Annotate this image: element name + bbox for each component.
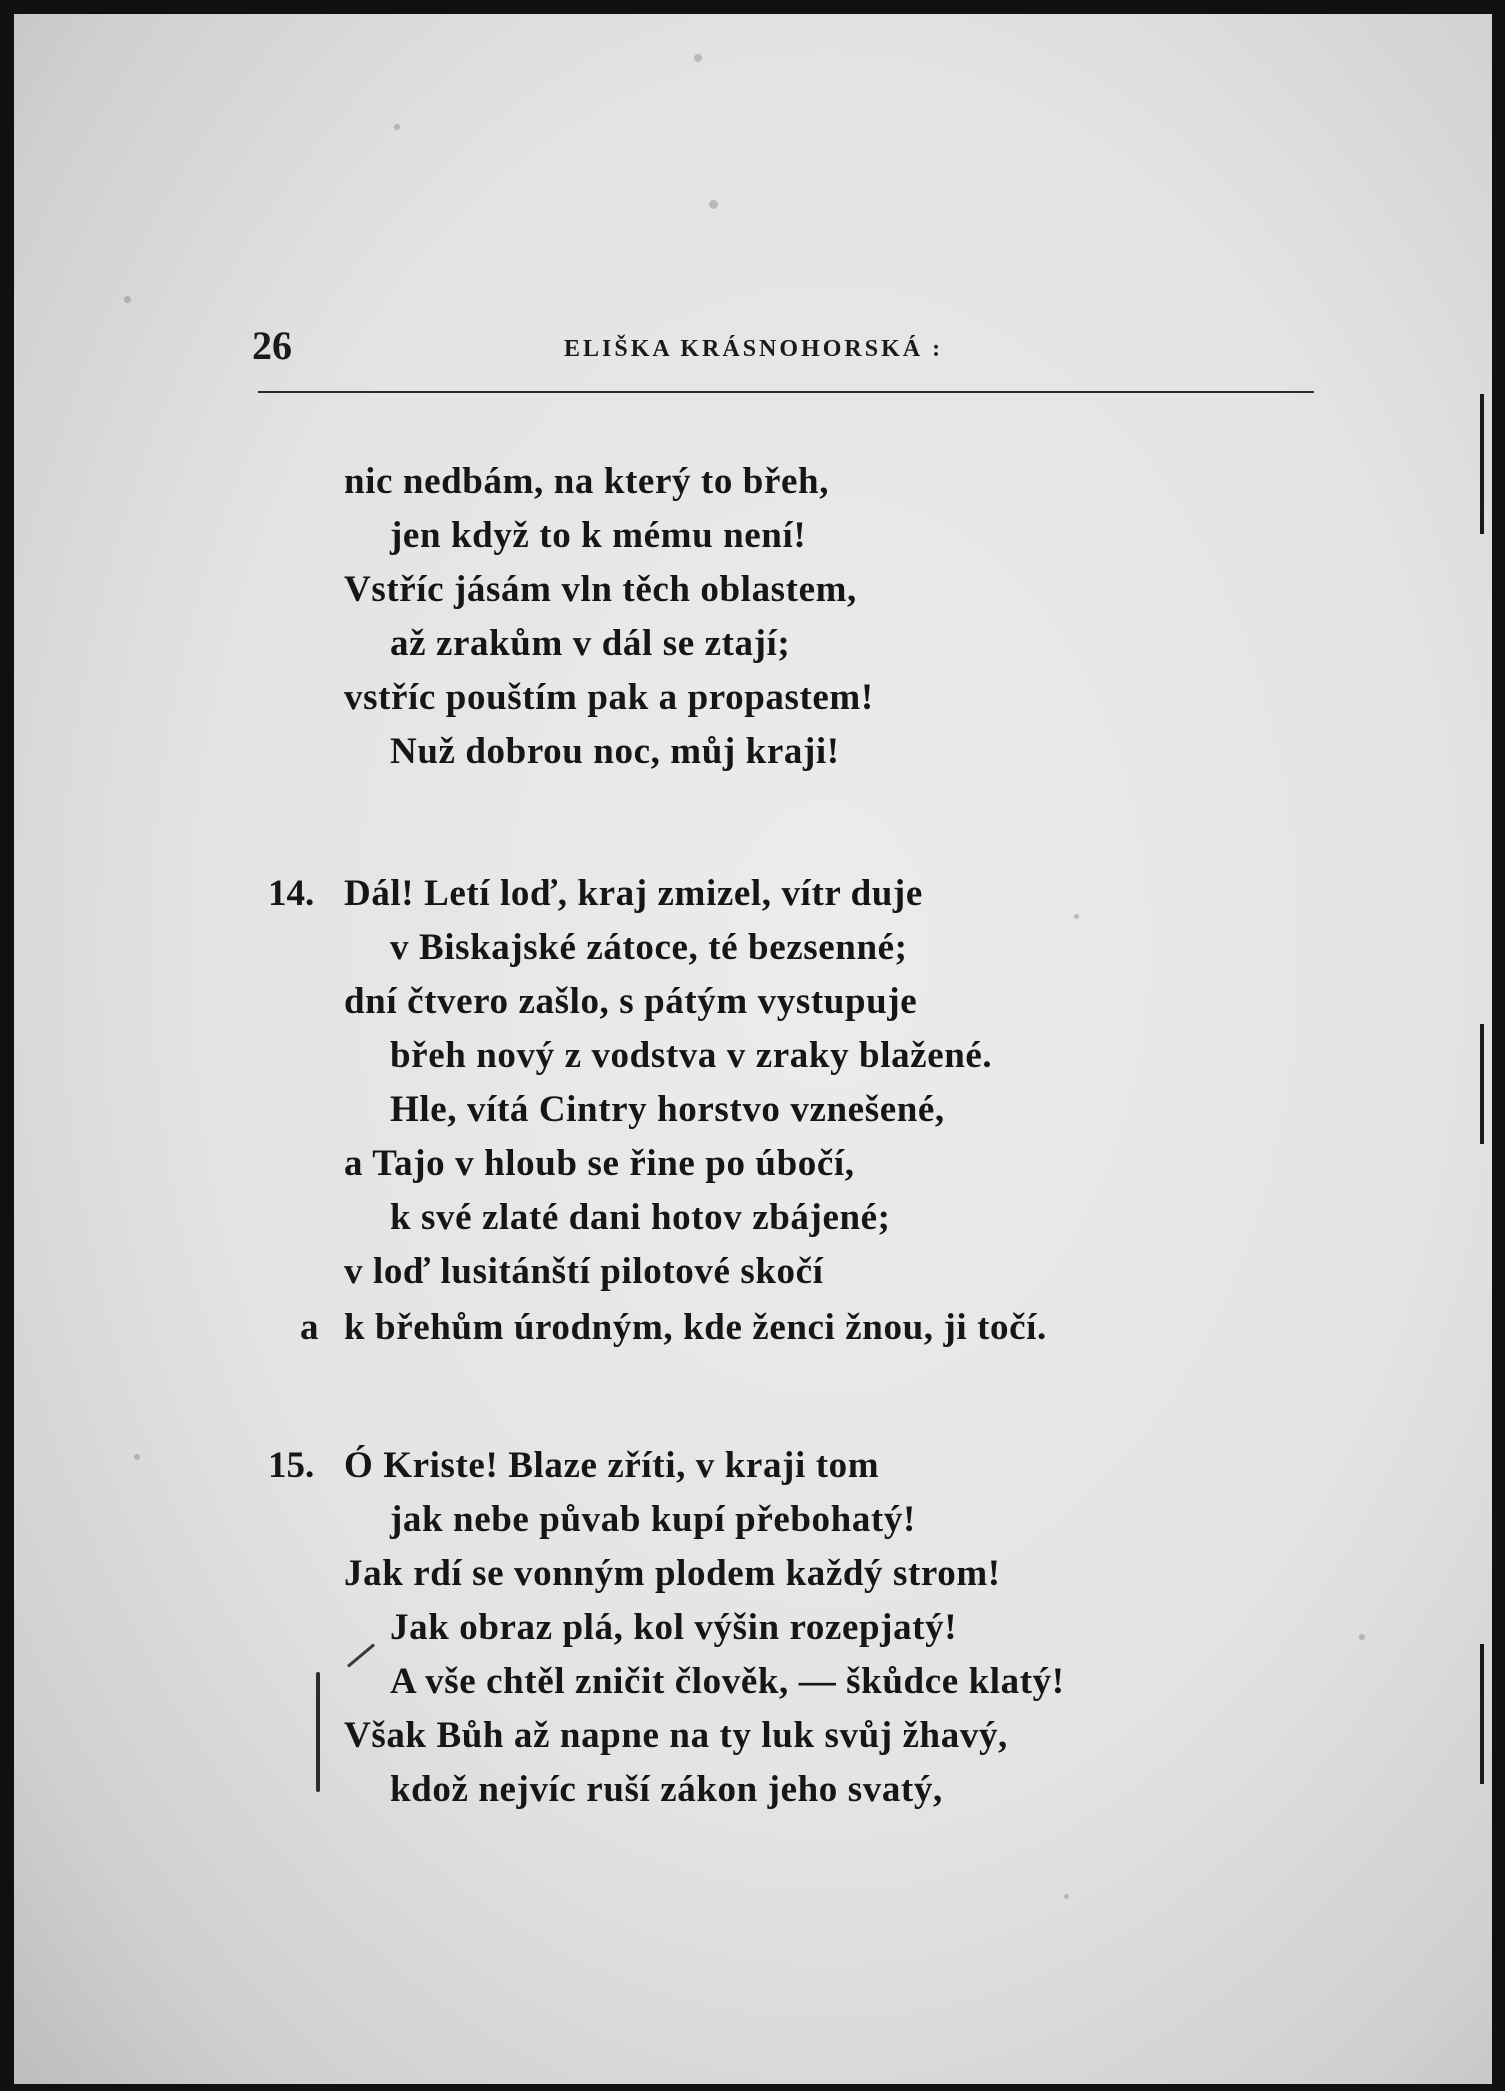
poem-line-prefix: a [300,1307,319,1348]
poem-line: Nuž dobrou noc, můj kraji! [390,731,840,772]
margin-pencil-mark [316,1672,320,1792]
poem-line: A vše chtěl zničit člověk, — škůdce klatý! [390,1661,1065,1702]
poem-line: v Biskajské zátoce, té bezsenné; [390,927,908,968]
poem-line: až zrakům v dál se ztají; [390,623,791,664]
book-page [14,14,1492,2084]
poem-line: Hle, vítá Cintry horstvo vznešené, [390,1089,945,1130]
stanza-number: 15. [268,1445,315,1486]
poem-line: vstříc pouštím pak a propastem! [344,677,874,718]
poem-line: dní čtvero zašlo, s pátým vystupuje [344,981,918,1022]
poem-line: Dál! Letí loď, kraj zmizel, vítr duje [344,873,923,914]
running-head: ELIŠKA KRÁSNOHORSKÁ : [564,336,944,362]
poem-line: jen když to k mému není! [390,515,807,556]
page-number: 26 [252,323,292,368]
poem-line: jak nebe půvab kupí přebohatý! [390,1499,916,1540]
poem-line: k břehům úrodným, kde ženci žnou, ji točí. [344,1307,1047,1348]
poem-line: a Tajo v hloub se řine po úbočí, [344,1143,855,1184]
poem-line: nic nedbám, na který to břeh, [344,461,830,502]
poem-line: kdož nejvíc ruší zákon jeho svatý, [390,1769,943,1810]
poem-line: Však Bůh až napne na ty luk svůj žhavý, [344,1715,1008,1756]
stanza-number: 14. [268,873,315,914]
poem-line: Jak rdí se vonným plodem každý strom! [344,1553,1001,1594]
poem-body [14,14,1492,2084]
poem-line: Vstříc jásám vln těch oblastem, [344,569,857,610]
poem-line: Ó Kriste! Blaze zříti, v kraji tom [344,1445,880,1486]
poem-line: břeh nový z vodstva v zraky blažené. [390,1035,993,1076]
poem-line: Jak obraz plá, kol výšin rozepjatý! [390,1607,958,1648]
poem-line: k své zlaté dani hotov zbájené; [390,1197,891,1238]
poem-line: v loď lusitánští pilotové skočí [344,1251,824,1292]
